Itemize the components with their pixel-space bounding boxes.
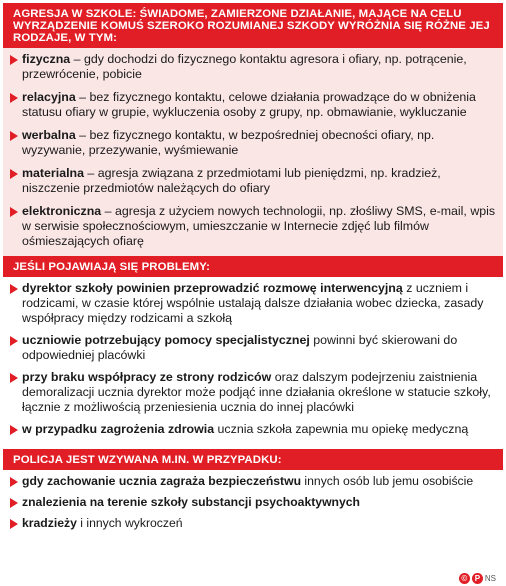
credit-footer <box>459 573 496 584</box>
list-item: znalezienia na terenie szkoły substancji psychoaktywnych <box>9 495 497 510</box>
infographic-card <box>3 3 503 583</box>
triangle-bullet-icon <box>10 207 18 217</box>
triangle-bullet-icon <box>10 425 18 435</box>
list-item: relacyjna – bez fizycznego kontaktu, celowe działania prowadzące do w obniżenia statusu ofiary w grupie, wykluczenia osoby z grupy, np. obmawianie, wykluczanie <box>9 90 497 120</box>
section-header-police: POLICJA JEST WZYWANA M.IN. W PRZYPADKU: <box>3 449 503 470</box>
list-item: elektroniczna – agresja z użyciem nowych technologii, np. złośliwy SMS, e-mail, wpis w serwisie społecznościowym, umieszczanie w Internecie zdjęć lub filmów ośmieszających ofiarę <box>9 204 497 249</box>
author-initials: NS <box>484 574 496 583</box>
list-item: uczniowie potrzebujący pomocy specjalistycznej powinni być skierowani do odpowiedniej placówki <box>9 333 497 363</box>
list-item: przy braku współpracy ze strony rodziców oraz dalszym podejrzeniu zaistnienia demoralizacji ucznia dyrektor może podjąć inne działania określone w statucie szkoły, łącznie z możliwością przeniesienia ucznia do innej placówki <box>9 370 497 415</box>
triangle-bullet-icon <box>10 55 18 65</box>
triangle-bullet-icon <box>10 477 18 487</box>
section-header-problems: JEŚLI POJAWIAJĄ SIĘ PROBLEMY: <box>3 256 503 277</box>
list-item: fizyczna – gdy dochodzi do fizycznego kontaktu agresora i ofiary, np. potrącenie, przewrócenie, pobicie <box>9 52 497 82</box>
section-header-aggression-types: AGRESJA W SZKOLE: ŚWIADOME, ZAMIERZONE DZIAŁANIE, MAJĄCE NA CELU WYRZĄDZENIE KOMUŚ SZEROKO ROZUMIANEJ SZKODY WYRÓŻNIA SIĘ RÓŻNE JEJ RODZAJE, W TYM: <box>3 3 503 48</box>
triangle-bullet-icon <box>10 169 18 179</box>
list-item: dyrektor szkoły powinien przeprowadzić rozmowę interwencyjną z uczniem i rodzicami, w czasie której wspólnie ustalają dalsze działania wobec dziecka, zasady współpracy między rodzicami a szkołą <box>9 281 497 326</box>
triangle-bullet-icon <box>10 519 18 529</box>
publisher-logo-icon: P <box>472 573 483 584</box>
list-item: werbalna – bez fizycznego kontaktu, w bezpośredniej obecności ofiary, np. wyzywanie, przezywanie, wyśmiewanie <box>9 128 497 158</box>
list-item: kradzieży i innych wykroczeń <box>9 516 497 531</box>
triangle-bullet-icon <box>10 93 18 103</box>
triangle-bullet-icon <box>10 498 18 508</box>
aggression-types-list <box>3 48 503 256</box>
list-item: w przypadku zagrożenia zdrowia ucznia szkoła zapewnia mu opiekę medyczną <box>9 422 497 437</box>
list-item: materialna – agresja związana z przedmiotami lub pieniędzmi, np. kradzież, niszczenie przedmiotów należących do ofiary <box>9 166 497 196</box>
triangle-bullet-icon <box>10 373 18 383</box>
triangle-bullet-icon <box>10 284 18 294</box>
list-item: gdy zachowanie ucznia zagraża bezpieczeństwu innych osób lub jemu osobiście <box>9 474 497 489</box>
problems-list <box>3 277 503 449</box>
triangle-bullet-icon <box>10 131 18 141</box>
triangle-bullet-icon <box>10 336 18 346</box>
police-cases-list <box>3 470 503 542</box>
copyright-icon: © <box>459 573 470 584</box>
